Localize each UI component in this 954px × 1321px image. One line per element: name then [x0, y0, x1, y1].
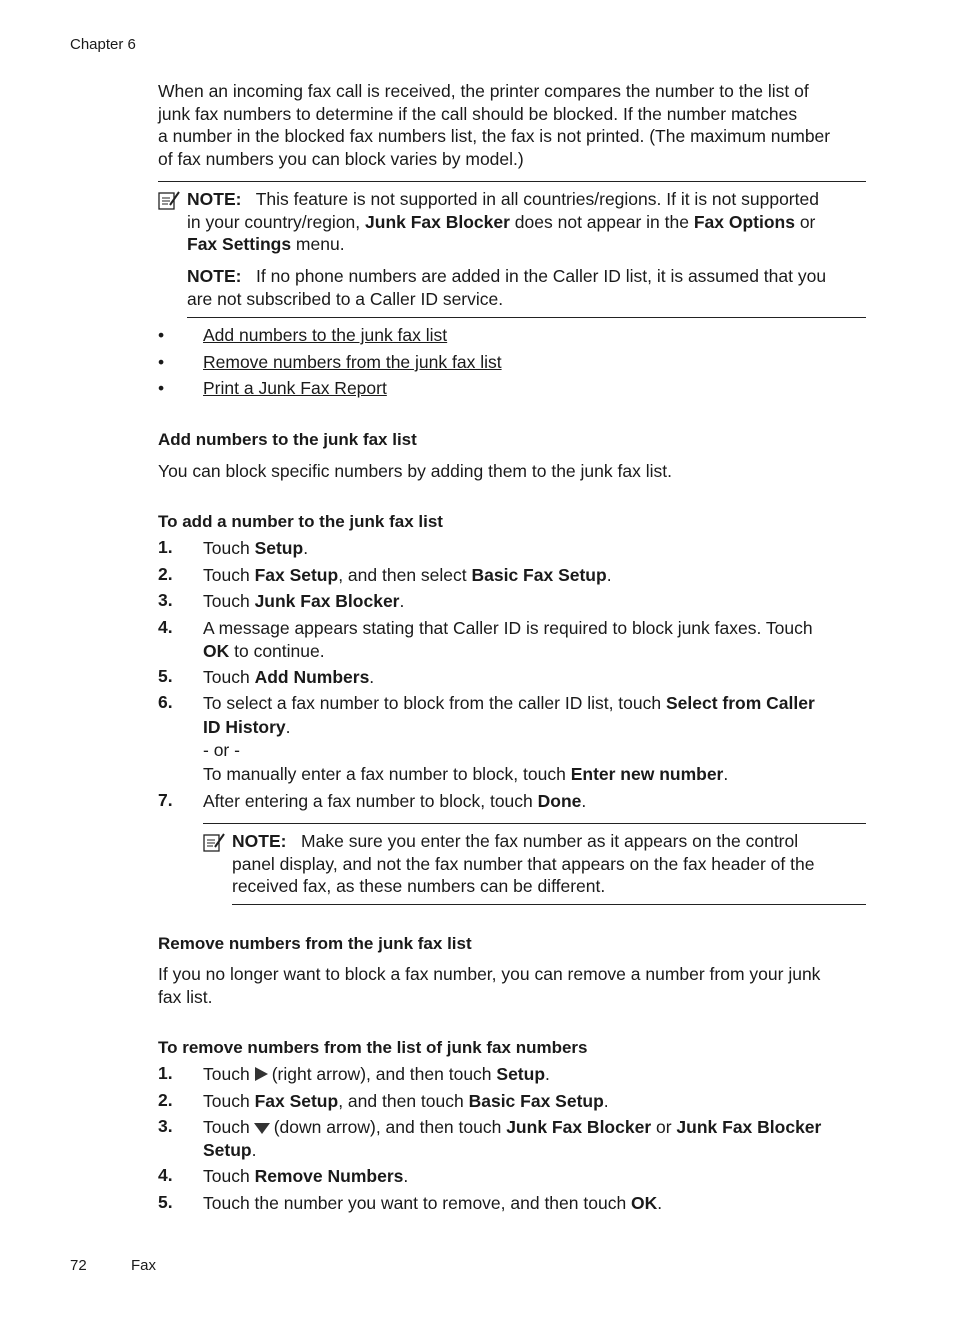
step-number: 5. — [158, 666, 173, 686]
section-heading-remove: Remove numbers from the junk fax list — [158, 934, 472, 953]
link-print-report[interactable]: Print a Junk Fax Report — [203, 378, 387, 398]
bullet: • — [158, 352, 165, 372]
add-step-5: Touch Add Numbers. — [203, 667, 375, 687]
remove-step-2: Touch Fax Setup, and then touch Basic Fax Setup. — [203, 1091, 609, 1111]
bullet: • — [158, 325, 165, 345]
note-bottom-rule — [232, 904, 866, 905]
page-number: 72 — [70, 1257, 87, 1274]
step-number: 7. — [158, 790, 173, 810]
intro-paragraph: When an incoming fax call is received, the printer compares the number to the list of junk fax numbers to determine if the call should be blocked. If the number matches a number in the blocked fax numbers list, the fax is not printed. (The maximum number of fax numbers you can block varies by model.) — [158, 81, 831, 169]
remove-step-4: Touch Remove Numbers. — [203, 1166, 409, 1186]
note-3: NOTE: Make sure you enter the fax number as it appears on the control panel display, and not the fax number that appears on the fax header of the received fax, as these numbers can be different. — [232, 831, 815, 896]
section-add-text: You can block specific numbers by adding them to the junk fax list. — [158, 461, 672, 481]
chapter-label: Chapter 6 — [70, 36, 136, 53]
section-remove-text: If you no longer want to block a fax number, you can remove a number from your junk fax list. — [158, 964, 821, 1007]
footer-section: Fax — [131, 1257, 157, 1274]
remove-step-5: Touch the number you want to remove, and then touch OK. — [203, 1193, 663, 1213]
step-number: 6. — [158, 692, 173, 712]
step-number: 1. — [158, 1063, 173, 1083]
subheading-add: To add a number to the junk fax list — [158, 512, 443, 531]
step-number: 2. — [158, 1090, 173, 1110]
add-step-7: After entering a fax number to block, touch Done. — [203, 791, 587, 811]
note-top-rule — [158, 181, 866, 182]
step-number: 5. — [158, 1192, 173, 1212]
step-number: 2. — [158, 564, 173, 584]
down-arrow-icon — [253, 1121, 271, 1135]
note-2: NOTE: If no phone numbers are added in the Caller ID list, it is assumed that you are not subscribed to a Caller ID service. — [187, 266, 827, 309]
note-icon — [158, 190, 180, 210]
note-top-rule — [203, 823, 866, 824]
link-remove-numbers[interactable]: Remove numbers from the junk fax list — [203, 352, 502, 372]
step-number: 4. — [158, 1165, 173, 1185]
add-step-1: Touch Setup. — [203, 538, 309, 558]
step-number: 4. — [158, 617, 173, 637]
right-arrow-icon — [253, 1066, 269, 1082]
subheading-remove: To remove numbers from the list of junk fax numbers — [158, 1038, 588, 1057]
section-heading-add: Add numbers to the junk fax list — [158, 430, 417, 449]
remove-step-1: Touch (right arrow), and then touch Setup. — [203, 1064, 550, 1084]
note-1: NOTE: This feature is not supported in all countries/regions. If it is not supported in your country/region, Junk Fax Blocker does not appear in the Fax Options or Fax Settings menu. — [187, 189, 819, 254]
link-add-numbers[interactable]: Add numbers to the junk fax list — [203, 325, 448, 345]
remove-step-3: Touch (down arrow), and then touch Junk Fax Blocker or Junk Fax Blocker Setup. — [203, 1117, 822, 1160]
bullet: • — [158, 378, 165, 398]
add-step-2: Touch Fax Setup, and then select Basic Fax Setup. — [203, 565, 612, 585]
note-bottom-rule — [187, 317, 866, 318]
add-step-6: To select a fax number to block from the caller ID list, touch Select from Caller ID History. - or - To manually enter a fax number to block, touch Enter new number. — [203, 693, 815, 784]
step-number: 1. — [158, 537, 173, 557]
step-number: 3. — [158, 590, 173, 610]
add-step-3: Touch Junk Fax Blocker. — [203, 591, 405, 611]
add-step-4: A message appears stating that Caller ID is required to block junk faxes. Touch OK to continue. — [203, 618, 813, 661]
note-icon — [203, 832, 225, 852]
step-number: 3. — [158, 1116, 173, 1136]
